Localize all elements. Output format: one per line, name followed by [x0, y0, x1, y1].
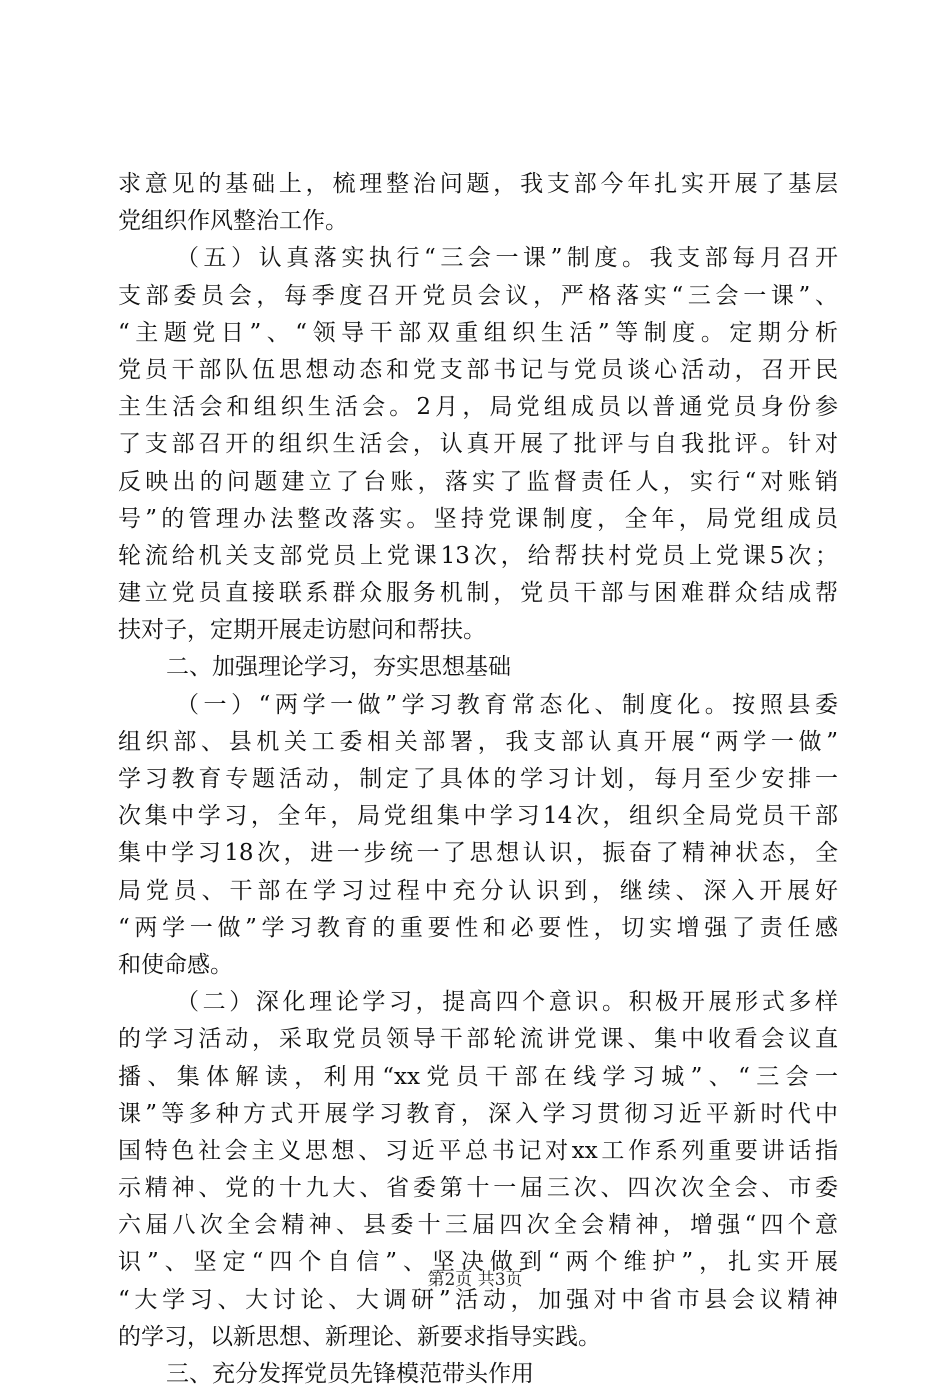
- text-line: 党组织作风整治工作。: [118, 208, 348, 235]
- section-heading: 二、加强理论学习，夯实思想基础: [166, 654, 511, 681]
- text-line: “主题党日”、“领导干部双重组织生活”等制度。定期分析: [118, 319, 838, 346]
- text-line: 集中学习18次，进一步统一了思想认识，振奋了精神状态，全: [118, 840, 838, 867]
- section-heading: 三、充分发挥党员先锋模范带头作用: [166, 1361, 534, 1387]
- body-text: [118, 166, 838, 1393]
- text-line: 学习教育专题活动，制定了具体的学习计划，每月至少安排一: [118, 766, 838, 792]
- text-line: 示精神、党的十九大、省委第十一届三次、四次次全会、市委: [118, 1175, 838, 1202]
- text-line: 识”、坚定“四个自信”、坚决做到“两个维护”，扎实开展: [118, 1249, 838, 1276]
- text-line: 号”的管理办法整改落实。坚持党课制度，全年，局党组成员: [118, 505, 838, 532]
- text-line: 国特色社会主义思想、习近平总书记对xx工作系列重要讲话指: [118, 1137, 838, 1164]
- text-line: 建立党员直接联系群众服务机制，党员干部与困难群众结成帮: [118, 580, 838, 607]
- text-line: 和使命感。: [118, 951, 233, 978]
- text-line: 扶对子，定期开展走访慰问和帮扶。: [118, 617, 486, 644]
- text-line: 的学习，以新思想、新理论、新要求指导实践。: [118, 1323, 601, 1350]
- text-line: 主生活会和组织生活会。2月，局党组成员以普通党员身份参: [118, 394, 838, 421]
- text-line: 六届八次全会精神、县委十三届四次全会精神，增强“四个意: [118, 1212, 838, 1239]
- text-line: 的学习活动，采取党员领导干部轮流讲党课、集中收看会议直: [118, 1026, 838, 1053]
- text-line: 反映出的问题建立了台账，落实了监督责任人，实行“对账销: [118, 468, 838, 495]
- text-line: 了支部召开的组织生活会，认真开展了批评与自我批评。针对: [118, 431, 838, 458]
- text-line: 支部委员会，每季度召开党员会议，严格落实“三会一课”、: [118, 282, 838, 309]
- text-line: 党员干部队伍思想动态和党支部书记与党员谈心活动，召开民: [118, 356, 838, 383]
- text-line: 轮流给机关支部党员上党课13次，给帮扶村党员上党课5次；: [118, 542, 838, 569]
- text-line: （五）认真落实执行“三会一课”制度。我支部每月召开: [176, 245, 838, 272]
- text-line: 组织部、县机关工委相关部署，我支部认真开展“两学一做”: [118, 728, 838, 755]
- text-line: “两学一做”学习教育的重要性和必要性，切实增强了责任感: [118, 914, 838, 941]
- text-line: （二）深化理论学习，提高四个意识。积极开展形式多样: [176, 989, 838, 1016]
- text-line: 局党员、干部在学习过程中充分认识到，继续、深入开展好: [118, 877, 838, 904]
- text-line: （一）“两学一做”学习教育常态化、制度化。按照县委: [176, 691, 838, 718]
- text-line: 播、集体解读，利用“xx党员干部在线学习城”、“三会一: [118, 1063, 838, 1090]
- text-line: 课”等多种方式开展学习教育，深入学习贯彻习近平新时代中: [118, 1100, 838, 1127]
- text-line: “大学习、大讨论、大调研”活动，加强对中省市县会议精神: [118, 1286, 838, 1313]
- text-line: 求意见的基础上，梳理整治问题，我支部今年扎实开展了基层: [118, 171, 838, 197]
- text-line: 次集中学习，全年，局党组集中学习14次，组织全局党员干部: [118, 803, 838, 830]
- page-number-footer: 第2页 共3页: [427, 1270, 523, 1290]
